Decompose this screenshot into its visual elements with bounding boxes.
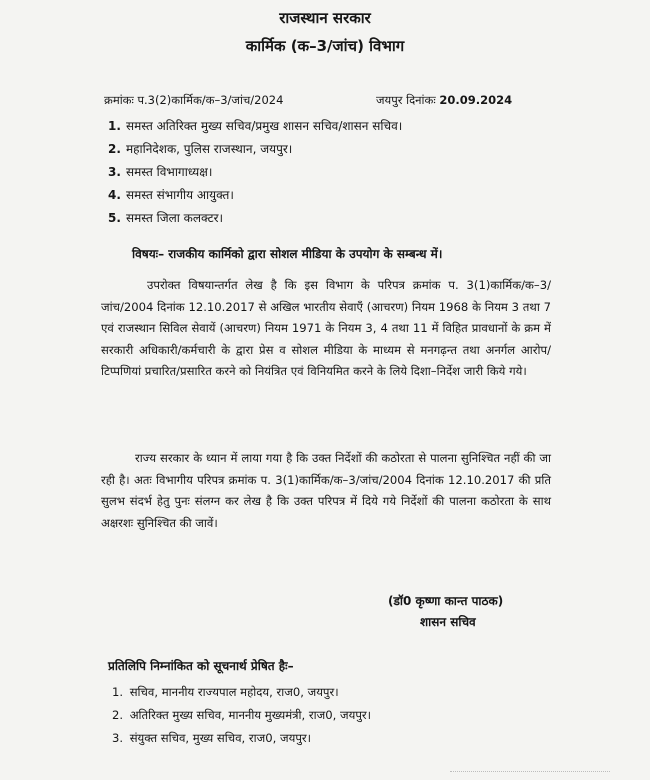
issue-date: 20.09.2024 bbox=[439, 93, 513, 107]
copy-to-item bbox=[112, 685, 371, 708]
recipient-text: महानिदेशक, पुलिस राजस्थान, जयपुर। bbox=[126, 142, 293, 156]
recipient-number: 4. bbox=[108, 188, 121, 202]
copy-to-heading: प्रतिलिपि निम्नांकित को सूचनार्थ प्रेषित हैः– bbox=[108, 659, 294, 673]
signatory-designation: शासन सचिव bbox=[420, 615, 476, 629]
recipient-number: 5. bbox=[108, 211, 121, 225]
recipient-text: समस्त अतिरिक्त मुख्य सचिव/प्रमुख शासन सचिव/शासन सचिव। bbox=[126, 119, 403, 133]
body-paragraph-2: राज्य सरकार के ध्यान में लाया गया है कि उक्त निर्देशों की कठोरता से पालना सुनिश्चित नहीं की जा रही है। अतः विभागीय परिपत्र क्रमांक प. 3(1)कार्मिक/क–3/जांच/2004 दिनांक 12.10.2017 की प्रति सुलभ संदर्भ हेतु पुनः संलग्न कर लेख है कि उक्त परिपत्र में दिये गये निर्देशों की पालना कठोरता के साथ अक्षरशः सुनिश्चित की जावें। bbox=[101, 451, 551, 530]
department-title: कार्मिक (क–3/जांच) विभाग bbox=[245, 37, 405, 55]
copy-to-list bbox=[112, 685, 371, 754]
recipient-item bbox=[108, 186, 402, 209]
place-date bbox=[376, 93, 512, 108]
reference-number: क्रमांकः प.3(2)कार्मिक/क–3/जांच/2024 bbox=[104, 93, 284, 107]
copy-to-item bbox=[112, 708, 371, 731]
recipient-item bbox=[108, 209, 402, 232]
recipient-number: 2. bbox=[108, 142, 121, 156]
recipient-number: 1. bbox=[108, 119, 121, 133]
recipient-list bbox=[108, 117, 402, 232]
recipient-number: 3. bbox=[108, 165, 121, 179]
copy-to-number: 2. bbox=[112, 708, 124, 722]
signatory-name: (डॉ0 कृष्णा कान्त पाठक) bbox=[388, 594, 504, 608]
copy-to-number: 3. bbox=[112, 731, 124, 745]
copy-to-text: सचिव, माननीय राज्यपाल महोदय, राज0, जयपुर। bbox=[129, 685, 339, 699]
body-paragraph-1: उपरोक्त विषयान्तर्गत लेख है कि इस विभाग के परिपत्र क्रमांक प. 3(1)कार्मिक/क–3/जांच/2004 दिनांक 12.10.2017 से अखिल भारतीय सेवाएँ (आचरण) नियम 1968 के नियम 3 तथा 7 एवं राजस्थान सिविल सेवायें (आचरण) नियम 1971 के नियम 3, 4 तथा 11 में विहित प्रावधानों के क्रम में सरकारी अधिकारी/कर्मचारी के द्वारा प्रेस व सोशल मीडिया के माध्यम से मनगढ़न्त तथा अनर्गल आरोप/टिप्पणियां प्रचारित/प्रसारित करने को नियंत्रित एवं विनियमित करने के लिये दिशा–निर्देश जारी किये गये। bbox=[101, 278, 551, 378]
place-date-label: जयपुर दिनांकः bbox=[376, 93, 436, 107]
recipient-item bbox=[108, 117, 402, 140]
recipient-item bbox=[108, 163, 402, 186]
copy-to-number: 1. bbox=[112, 685, 124, 699]
page-edge-mark bbox=[450, 771, 610, 780]
copy-to-item bbox=[112, 731, 371, 754]
copy-to-text: अतिरिक्त मुख्य सचिव, माननीय मुख्यमंत्री, राज0, जयपुर। bbox=[129, 708, 372, 722]
subject-line: विषयः– राजकीय कार्मिको द्वारा सोशल मीडिया के उपयोग के सम्बन्ध में। bbox=[132, 247, 443, 261]
copy-to-text: संयुक्त सचिव, मुख्य सचिव, राज0, जयपुर। bbox=[129, 731, 312, 745]
government-title: राजस्थान सरकार bbox=[279, 9, 371, 27]
recipient-text: समस्त विभागाध्यक्ष। bbox=[126, 165, 213, 179]
recipient-text: समस्त संभागीय आयुक्त। bbox=[126, 188, 234, 202]
recipient-text: समस्त जिला कलक्टर। bbox=[126, 211, 224, 225]
recipient-item bbox=[108, 140, 402, 163]
